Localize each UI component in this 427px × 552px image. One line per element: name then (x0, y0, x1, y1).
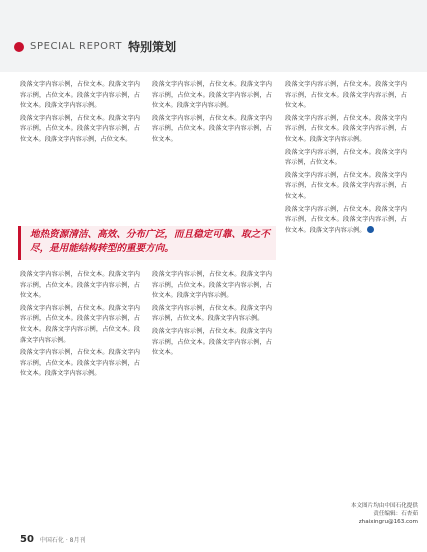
article-column-3 (285, 80, 407, 238)
header-band (0, 0, 427, 72)
paragraph: 段落文字内容示例，占位文本。段落文字内容示例，占位文本。 (285, 148, 407, 167)
article-column-1-continued (20, 270, 140, 382)
section-label-zh: 特别策划 (128, 40, 177, 54)
credits-note (336, 502, 418, 526)
paragraph (285, 205, 407, 237)
kicker-dot-icon (14, 42, 24, 52)
paragraph: 段落文字内容示例，占位文本。段落文字内容示例，占位文本。段落文字内容示例，占位文本。段落文字内容示例。 (285, 114, 407, 143)
page-footer (20, 534, 85, 545)
paragraph: 段落文字内容示例，占位文本。段落文字内容示例，占位文本。段落文字内容示例，占位文本。段落文字内容示例，占位文本。 (20, 114, 140, 143)
section-label-en: SPECIAL REPORT (30, 41, 123, 52)
pull-quote: 地热资源清洁、高效、分布广泛，而且稳定可靠、取之不尽，是用能结构转型的重要方向。 (30, 229, 270, 254)
article-column-2-continued (152, 270, 272, 361)
paragraph: 段落文字内容示例，占位文本。段落文字内容示例，占位文本。段落文字内容示例，占位文本。 (285, 171, 407, 200)
paragraph: 段落文字内容示例，占位文本。段落文字内容示例，占位文本。段落文字内容示例，占位文本。段落文字内容示例。 (152, 81, 272, 110)
credits-line: 责任编辑：石杏茹 (373, 511, 418, 517)
paragraph: 段落文字内容示例，占位文本。段落文字内容示例，占位文本。段落文字内容示例，占位文本。段落文字内容示例。 (20, 81, 140, 110)
paragraph: 段落文字内容示例，占位文本。段落文字内容示例，占位文本。段落文字内容示例，占位文本。段落文字内容示例。 (20, 349, 140, 378)
paragraph: 段落文字内容示例，占位文本。段落文字内容示例，占位文本。段落文字内容示例。 (152, 304, 272, 323)
paragraph-text: 段落文字内容示例，占位文本。段落文字内容示例，占位文本。段落文字内容示例，占位文本。段落文字内容示例。 (285, 205, 407, 234)
paragraph: 段落文字内容示例，占位文本。段落文字内容示例，占位文本。段落文字内容示例，占位文本。 (20, 271, 140, 300)
section-kicker (14, 38, 176, 55)
article-column-2 (152, 80, 272, 148)
paragraph: 段落文字内容示例，占位文本。段落文字内容示例，占位文本。段落文字内容示例，占位文本。 (285, 81, 407, 110)
page-number: 50 (20, 534, 34, 545)
publication-name: 中国石化 · 8月刊 (39, 537, 86, 544)
credits-line: 本文图片均由中国石化提供 (350, 503, 418, 509)
end-mark-icon (367, 226, 374, 233)
paragraph: 段落文字内容示例，占位文本。段落文字内容示例，占位文本。段落文字内容示例，占位文本。 (152, 114, 272, 143)
article-column-1 (20, 80, 140, 148)
paragraph: 段落文字内容示例，占位文本。段落文字内容示例，占位文本。段落文字内容示例，占位文本。段落文字内容示例，占位文本。段落文字内容示例。 (20, 304, 140, 344)
paragraph: 段落文字内容示例，占位文本。段落文字内容示例，占位文本。段落文字内容示例，占位文本。 (152, 327, 272, 357)
credits-line: zhaixingru@163.com (358, 519, 418, 525)
paragraph: 段落文字内容示例，占位文本。段落文字内容示例，占位文本。段落文字内容示例，占位文本。段落文字内容示例。 (152, 271, 272, 300)
